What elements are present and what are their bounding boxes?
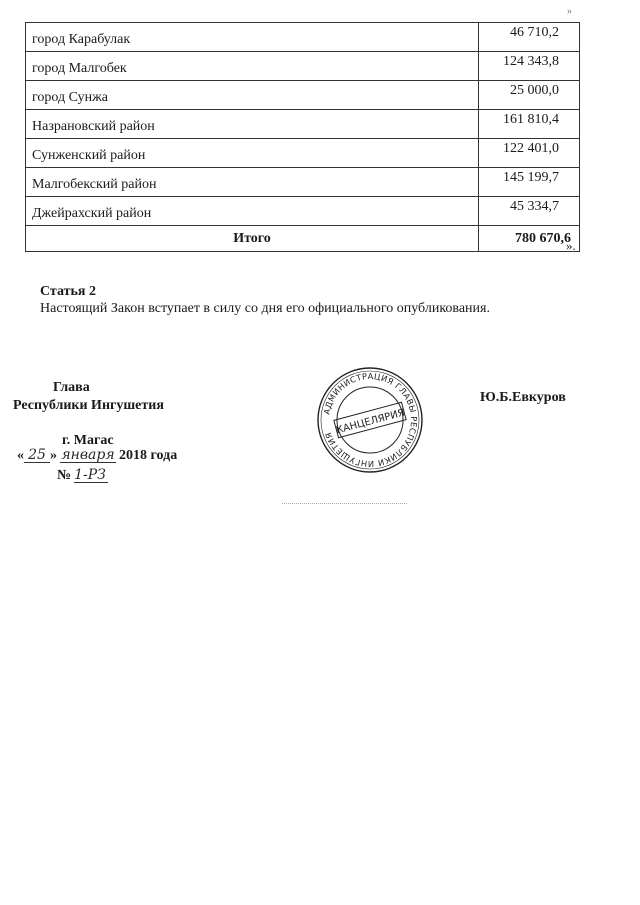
city: г. Магас [62,433,114,448]
seal-center-text: КАНЦЕЛЯРИЯ [335,407,406,437]
table-row [26,139,580,168]
number-value: 1-РЗ [74,468,108,483]
date-close-quote: » [50,448,57,463]
article-text: Настоящий Закон вступает в силу со дня его официального опубликования. [40,301,490,316]
district-value: 124 343,8 [479,52,580,81]
seal-stamp-icon [315,365,425,475]
district-value: 161 810,4 [479,110,580,139]
signatory-position: Глава [53,380,90,395]
dotted-line [282,503,407,504]
closing-quote: ». [566,238,576,253]
date-day: 25 [24,448,50,463]
total-row [26,226,580,252]
date-open-quote: « [17,448,24,463]
district-value: 25 000,0 [479,81,580,110]
table-row [26,81,580,110]
signing-date [17,448,177,464]
district-value: 145 199,7 [479,168,580,197]
district-name: Малгобекский район [26,168,479,197]
district-name: город Карабулак [26,23,479,52]
signatory-region: Республики Ингушетия [13,398,164,413]
district-name: Сунженский район [26,139,479,168]
article-title: Статья 2 [40,284,96,299]
total-label: Итого [26,226,479,252]
district-value: 45 334,7 [479,197,580,226]
date-month: января [61,447,115,463]
corner-mark: » [567,6,572,17]
total-value: 780 670,6 [479,226,580,252]
table-row [26,197,580,226]
number-prefix: № [57,468,72,483]
district-name: Джейрахский район [26,197,479,226]
budget-table [25,22,580,252]
table-row [26,168,580,197]
district-name: город Сунжа [26,81,479,110]
law-number [57,468,108,484]
district-name: город Малгобек [26,52,479,81]
date-year: 2018 года [119,448,178,463]
table-row [26,52,580,81]
seal-ring-text: АДМИНИСТРАЦИЯ ГЛАВЫ РЕСПУБЛИКИ ИНГУШЕТИЯ [321,370,420,470]
district-name: Назрановский район [26,110,479,139]
table-row [26,110,580,139]
signer-name: Ю.Б.Евкуров [480,390,566,405]
district-value: 122 401,0 [479,139,580,168]
district-value: 46 710,2 [479,23,580,52]
table-row [26,23,580,52]
